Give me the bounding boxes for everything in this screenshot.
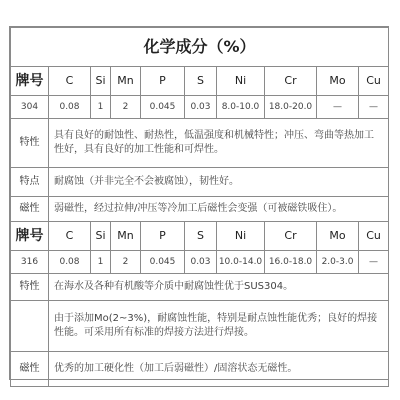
- value-s: 0.03: [185, 251, 217, 274]
- description-row-316: [11, 301, 389, 352]
- row-label: 特性: [11, 274, 49, 301]
- table-title: 化学成分（%）: [11, 28, 389, 67]
- col-ni: Ni: [217, 67, 265, 96]
- col-mo: Mo: [317, 67, 359, 96]
- composition-table-frame: [9, 26, 389, 380]
- col-cu: Cu: [359, 67, 389, 96]
- value-cu: —: [359, 251, 389, 274]
- row-label: [11, 301, 49, 352]
- col-c: C: [49, 67, 91, 96]
- col-p: P: [141, 67, 185, 96]
- value-si: 1: [91, 251, 111, 274]
- value-mn: 2: [111, 96, 141, 119]
- col-si: Si: [91, 222, 111, 251]
- properties-row-304: [11, 119, 389, 168]
- value-cu: —: [359, 96, 389, 119]
- grade-value: 304: [11, 96, 49, 119]
- value-ni: 10.0-14.0: [217, 251, 265, 274]
- row-text: 弱磁性，经过拉伸/冲压等冷加工后磁性会变强（可被磁铁吸住）。: [49, 197, 389, 222]
- value-ni: 8.0-10.0: [217, 96, 265, 119]
- row-label: 特点: [11, 168, 49, 197]
- col-si: Si: [91, 67, 111, 96]
- properties-row-316: [11, 274, 389, 301]
- value-mn: 2: [111, 251, 141, 274]
- row-label: 特性: [11, 119, 49, 168]
- value-cr: 18.0-20.0: [265, 96, 317, 119]
- col-c: C: [49, 222, 91, 251]
- row-text: 在海水及各种有机酸等介质中耐腐蚀性优于SUS304。: [49, 274, 389, 301]
- values-row-304: [11, 96, 389, 119]
- col-s: S: [185, 67, 217, 96]
- header-row-304: [11, 67, 389, 96]
- features-row-304: [11, 168, 389, 197]
- grade-value: 316: [11, 251, 49, 274]
- col-mn: Mn: [111, 222, 141, 251]
- row-text: 由于添加Mo(2~3%)，耐腐蚀性能，特别是耐点蚀性能优秀；良好的焊接性能。可采用所有标准的焊接方法进行焊接。: [49, 301, 389, 352]
- col-mn: Mn: [111, 67, 141, 96]
- composition-table: [10, 27, 389, 387]
- value-mo: 2.0-3.0: [317, 251, 359, 274]
- col-mo: Mo: [317, 222, 359, 251]
- value-c: 0.08: [49, 96, 91, 119]
- value-mo: —: [317, 96, 359, 119]
- col-cr: Cr: [265, 67, 317, 96]
- col-cr: Cr: [265, 222, 317, 251]
- col-ni: Ni: [217, 222, 265, 251]
- value-cr: 16.0-18.0: [265, 251, 317, 274]
- value-p: 0.045: [141, 251, 185, 274]
- magnetism-row-304: [11, 197, 389, 222]
- row-label: 磁性: [11, 352, 49, 387]
- value-s: 0.03: [185, 96, 217, 119]
- values-row-316: [11, 251, 389, 274]
- col-s: S: [185, 222, 217, 251]
- value-c: 0.08: [49, 251, 91, 274]
- row-label: 磁性: [11, 197, 49, 222]
- grade-label: 牌号: [11, 222, 49, 251]
- magnetism-row-316: [11, 352, 389, 387]
- grade-label: 牌号: [11, 67, 49, 96]
- value-p: 0.045: [141, 96, 185, 119]
- col-cu: Cu: [359, 222, 389, 251]
- row-text: 优秀的加工硬化性（加工后弱磁性）/固溶状态无磁性。: [49, 352, 389, 387]
- header-row-316: [11, 222, 389, 251]
- value-si: 1: [91, 96, 111, 119]
- row-text: 具有良好的耐蚀性、耐热性，低温强度和机械特性；冲压、弯曲等热加工性好，具有良好的加工性能和可焊性。: [49, 119, 389, 168]
- col-p: P: [141, 222, 185, 251]
- row-text: 耐腐蚀（并非完全不会被腐蚀），韧性好。: [49, 168, 389, 197]
